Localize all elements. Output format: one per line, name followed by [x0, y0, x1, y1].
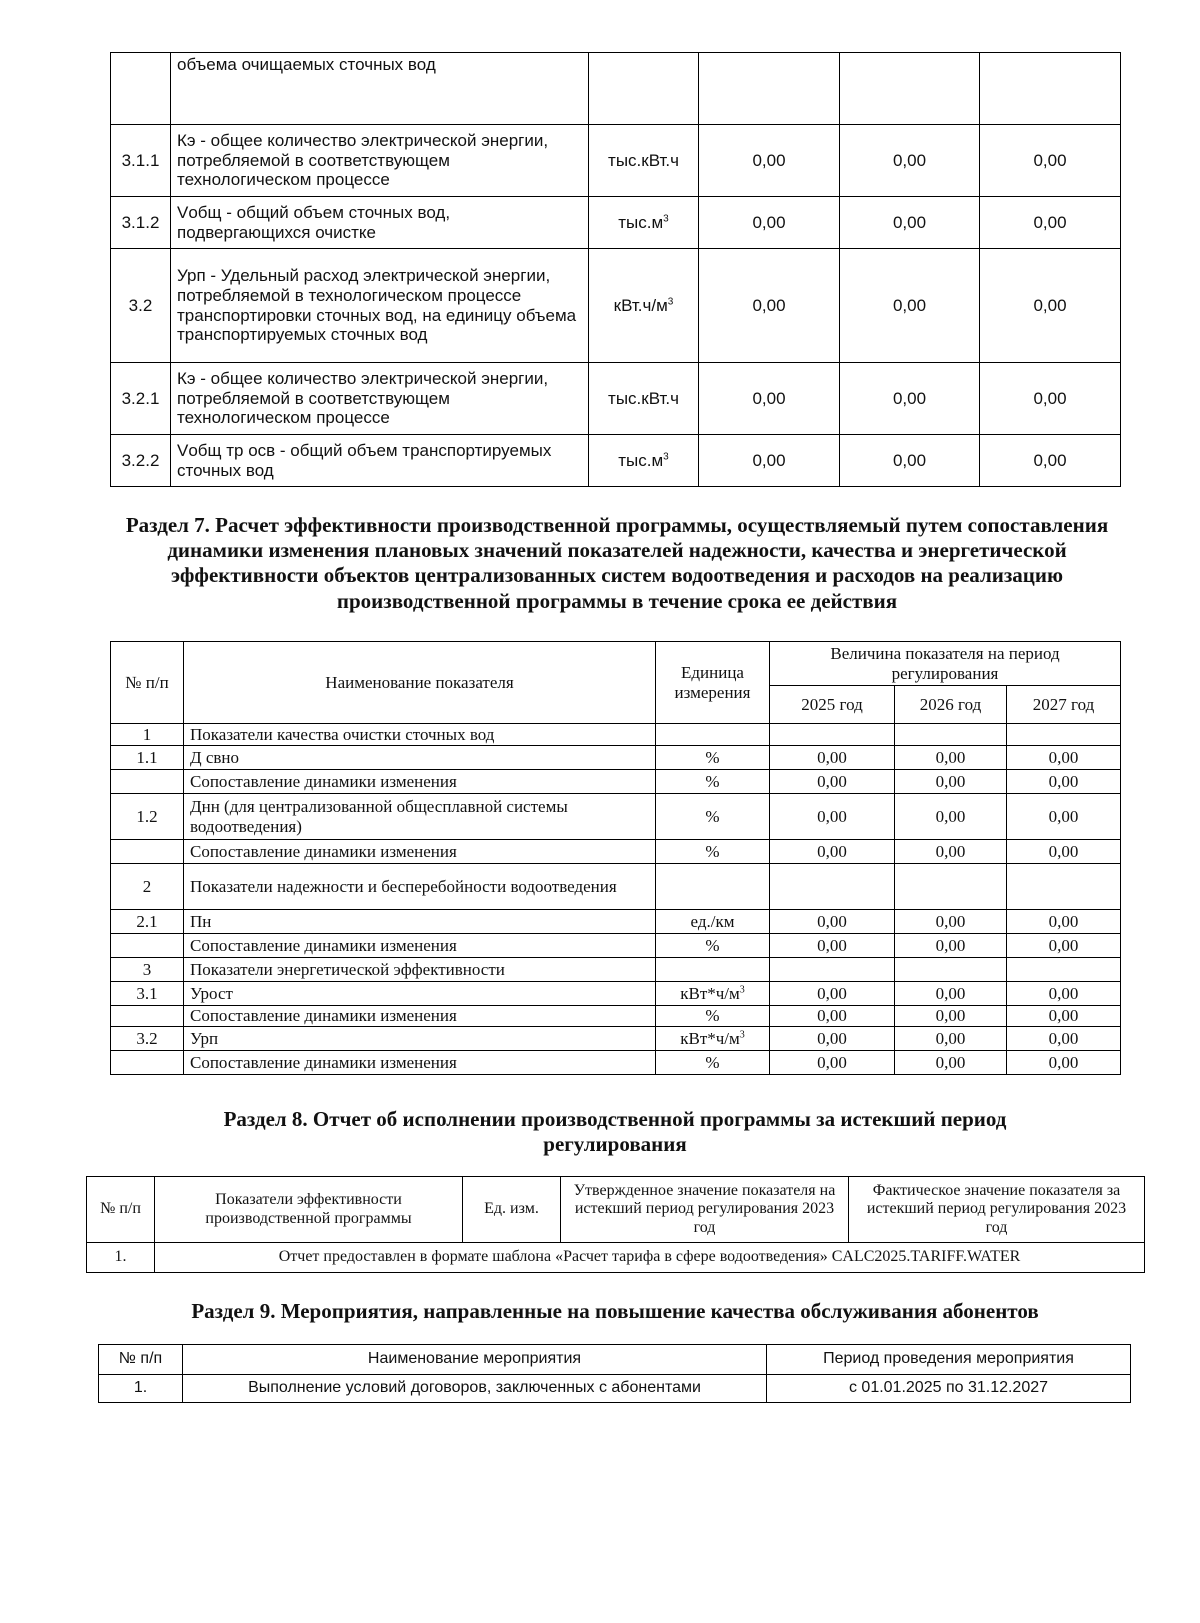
- value-2: [840, 53, 980, 125]
- value-2025: [770, 864, 895, 910]
- row-num: 2.1: [111, 910, 184, 934]
- table-row: [111, 864, 1121, 910]
- value-2027: [1007, 724, 1121, 746]
- indicator-name: Vобщ тр осв - общий объем транспортируемых сточных вод: [171, 435, 589, 487]
- table-row: [111, 934, 1121, 958]
- value-3: [980, 53, 1121, 125]
- indicator-name: Кэ - общее количество электрической энергии, потребляемой в соответствующем технологическом процессе: [171, 363, 589, 435]
- value-2: 0,00: [840, 435, 980, 487]
- unit: %: [656, 1006, 770, 1027]
- row-num: 1.2: [111, 794, 184, 840]
- value-2027: 0,00: [1007, 1027, 1121, 1051]
- indicator-name: Урп - Удельный расход электрической энергии, потребляемой в технологическом процессе транспортировки сточных вод, на единицу объема транспортируемых сточных вод: [171, 249, 589, 363]
- value-3: 0,00: [980, 435, 1121, 487]
- value-2026: 0,00: [895, 910, 1007, 934]
- row-num: [111, 53, 171, 125]
- value-2026: 0,00: [895, 770, 1007, 794]
- row-num: 3.1: [111, 982, 184, 1006]
- value-2025: 0,00: [770, 1006, 895, 1027]
- indicator-name: Сопоставление динамики изменения: [184, 840, 656, 864]
- table-row: [111, 982, 1121, 1006]
- unit: %: [656, 746, 770, 770]
- value-2025: 0,00: [770, 910, 895, 934]
- header-num: № п/п: [99, 1345, 183, 1375]
- value-2025: 0,00: [770, 934, 895, 958]
- row-num: 3.2.1: [111, 363, 171, 435]
- value-2025: 0,00: [770, 746, 895, 770]
- value-2027: 0,00: [1007, 840, 1121, 864]
- value-1: 0,00: [699, 435, 840, 487]
- value-2027: 0,00: [1007, 770, 1121, 794]
- section-8-table: [86, 1176, 1145, 1273]
- row-num: 3.2: [111, 249, 171, 363]
- value-2026: 0,00: [895, 794, 1007, 840]
- unit: [589, 53, 699, 125]
- row-num: [111, 840, 184, 864]
- value-2025: 0,00: [770, 1051, 895, 1075]
- unit: %: [656, 934, 770, 958]
- value-2027: 0,00: [1007, 934, 1121, 958]
- unit: %: [656, 794, 770, 840]
- header-period: Величина показателя на период регулирования: [770, 642, 1121, 686]
- table-row: [111, 1051, 1121, 1075]
- section-7-table: [110, 641, 1121, 1075]
- indicator-name: Днн (для централизованной общесплавной системы водоотведения): [184, 794, 656, 840]
- indicator-name: Показатели качества очистки сточных вод: [184, 724, 656, 746]
- value-2027: 0,00: [1007, 1051, 1121, 1075]
- header-year-2027: 2027 год: [1007, 686, 1121, 724]
- unit: тыс.кВт.ч: [589, 125, 699, 197]
- table-row: [111, 249, 1121, 363]
- indicator-name: Сопоставление динамики изменения: [184, 934, 656, 958]
- table-row: [111, 1006, 1121, 1027]
- header-unit: Ед. изм.: [463, 1177, 561, 1243]
- value-2025: 0,00: [770, 840, 895, 864]
- table-row: [111, 53, 1121, 125]
- indicator-name: объема очищаемых сточных вод: [171, 53, 589, 125]
- table-row: [111, 1027, 1121, 1051]
- header-name: Наименование показателя: [184, 642, 656, 724]
- value-2: 0,00: [840, 249, 980, 363]
- value-2026: 0,00: [895, 840, 1007, 864]
- row-num: 1.: [99, 1375, 183, 1403]
- header-num: № п/п: [111, 642, 184, 724]
- unit: тыс.кВт.ч: [589, 363, 699, 435]
- unit: %: [656, 1051, 770, 1075]
- table-row: [111, 746, 1121, 770]
- value-2: 0,00: [840, 363, 980, 435]
- indicator-name: Урп: [184, 1027, 656, 1051]
- table-row: [111, 197, 1121, 249]
- value-2026: 0,00: [895, 934, 1007, 958]
- header-unit: Единица измерения: [656, 642, 770, 724]
- table-row: [111, 125, 1121, 197]
- table-row: [111, 363, 1121, 435]
- indicator-name: Пн: [184, 910, 656, 934]
- unit: [656, 864, 770, 910]
- value-2: 0,00: [840, 125, 980, 197]
- value-2025: 0,00: [770, 770, 895, 794]
- indicator-name: Д свно: [184, 746, 656, 770]
- indicator-name: Сопоставление динамики изменения: [184, 1051, 656, 1075]
- unit: %: [656, 770, 770, 794]
- value-2027: [1007, 864, 1121, 910]
- value-2027: 0,00: [1007, 1006, 1121, 1027]
- row-num: 1.: [87, 1243, 155, 1273]
- value-2027: [1007, 958, 1121, 982]
- section-7-title: Раздел 7. Расчет эффективности производственной программы, осуществляемый путем сопоставления динамики изменения плановых значений показателей надежности, качества и энергетической эффективности объектов централизованных систем водоотведения и расходов на реализацию производственной программы в течение срока ее действия: [125, 513, 1109, 613]
- indicator-name: Сопоставление динамики изменения: [184, 1006, 656, 1027]
- section-8-title: Раздел 8. Отчет об исполнении производственной программы за истекший период регулирования: [223, 1107, 1007, 1157]
- value-2025: [770, 958, 895, 982]
- value-2027: 0,00: [1007, 746, 1121, 770]
- header-name: Показатели эффективности производственной программы: [155, 1177, 463, 1243]
- value-2025: 0,00: [770, 794, 895, 840]
- unit: ед./км: [656, 910, 770, 934]
- value-2026: 0,00: [895, 1006, 1007, 1027]
- value-3: 0,00: [980, 125, 1121, 197]
- row-num: 2: [111, 864, 184, 910]
- row-num: 3: [111, 958, 184, 982]
- row-num: [111, 934, 184, 958]
- header-approved: Утвержденное значение показателя на истекший период регулирования 2023 год: [561, 1177, 849, 1243]
- measure-period: с 01.01.2025 по 31.12.2027: [767, 1375, 1131, 1403]
- value-2026: 0,00: [895, 746, 1007, 770]
- value-2026: [895, 864, 1007, 910]
- value-1: 0,00: [699, 363, 840, 435]
- indicator-name: Vобщ - общий объем сточных вод, подвергающихся очистке: [171, 197, 589, 249]
- measure-name: Выполнение условий договоров, заключенных с абонентами: [183, 1375, 767, 1403]
- unit: %: [656, 840, 770, 864]
- unit: $кВт*ч/м^3$: [656, 982, 770, 1006]
- row-num: 3.1.1: [111, 125, 171, 197]
- unit: $кВт*ч/м^3$: [656, 1027, 770, 1051]
- row-num: [111, 770, 184, 794]
- header-name: Наименование мероприятия: [183, 1345, 767, 1375]
- header-actual: Фактическое значение показателя за истекший период регулирования 2023 год: [849, 1177, 1145, 1243]
- header-num: № п/п: [87, 1177, 155, 1243]
- value-3: 0,00: [980, 249, 1121, 363]
- row-num: [111, 1006, 184, 1027]
- row-num: 1: [111, 724, 184, 746]
- unit: $тыс.м^3$: [589, 197, 699, 249]
- unit: [656, 958, 770, 982]
- value-1: [699, 53, 840, 125]
- table-row: [111, 910, 1121, 934]
- value-2025: 0,00: [770, 1027, 895, 1051]
- report-text: Отчет предоставлен в формате шаблона «Расчет тарифа в сфере водоотведения» CALC2025.TARIFF.WATER: [155, 1243, 1145, 1273]
- row-num: 1.1: [111, 746, 184, 770]
- section-9-title: Раздел 9. Мероприятия, направленные на повышение качества обслуживания абонентов: [191, 1299, 1039, 1323]
- row-num: 3.2.2: [111, 435, 171, 487]
- table-row: [99, 1375, 1131, 1403]
- indicator-name: Сопоставление динамики изменения: [184, 770, 656, 794]
- section-9-table: [98, 1344, 1131, 1403]
- indicator-name: Показатели энергетической эффективности: [184, 958, 656, 982]
- value-3: 0,00: [980, 363, 1121, 435]
- value-2026: 0,00: [895, 982, 1007, 1006]
- indicators-continuation-table: [110, 52, 1121, 487]
- indicator-name: Кэ - общее количество электрической энергии, потребляемой в соответствующем технологическом процессе: [171, 125, 589, 197]
- value-1: 0,00: [699, 249, 840, 363]
- value-2027: 0,00: [1007, 910, 1121, 934]
- row-num: 3.1.2: [111, 197, 171, 249]
- table-row: [111, 794, 1121, 840]
- value-3: 0,00: [980, 197, 1121, 249]
- header-year-2026: 2026 год: [895, 686, 1007, 724]
- value-2025: [770, 724, 895, 746]
- row-num: [111, 1051, 184, 1075]
- value-2027: 0,00: [1007, 982, 1121, 1006]
- value-2026: [895, 958, 1007, 982]
- value-2026: [895, 724, 1007, 746]
- value-1: 0,00: [699, 125, 840, 197]
- header-period: Период проведения мероприятия: [767, 1345, 1131, 1375]
- header-year-2025: 2025 год: [770, 686, 895, 724]
- value-2: 0,00: [840, 197, 980, 249]
- table-row: [111, 770, 1121, 794]
- row-num: 3.2: [111, 1027, 184, 1051]
- table-row: [111, 840, 1121, 864]
- value-2025: 0,00: [770, 982, 895, 1006]
- table-row: [111, 958, 1121, 982]
- value-2026: 0,00: [895, 1051, 1007, 1075]
- table-row: [111, 724, 1121, 746]
- indicator-name: Показатели надежности и бесперебойности водоотведения: [184, 864, 656, 910]
- table-row: [111, 435, 1121, 487]
- unit: $тыс.м^3$: [589, 435, 699, 487]
- table-row: [87, 1243, 1145, 1273]
- unit: [656, 724, 770, 746]
- indicator-name: Урост: [184, 982, 656, 1006]
- value-2027: 0,00: [1007, 794, 1121, 840]
- value-1: 0,00: [699, 197, 840, 249]
- unit: $кВт.ч/м^3$: [589, 249, 699, 363]
- value-2026: 0,00: [895, 1027, 1007, 1051]
